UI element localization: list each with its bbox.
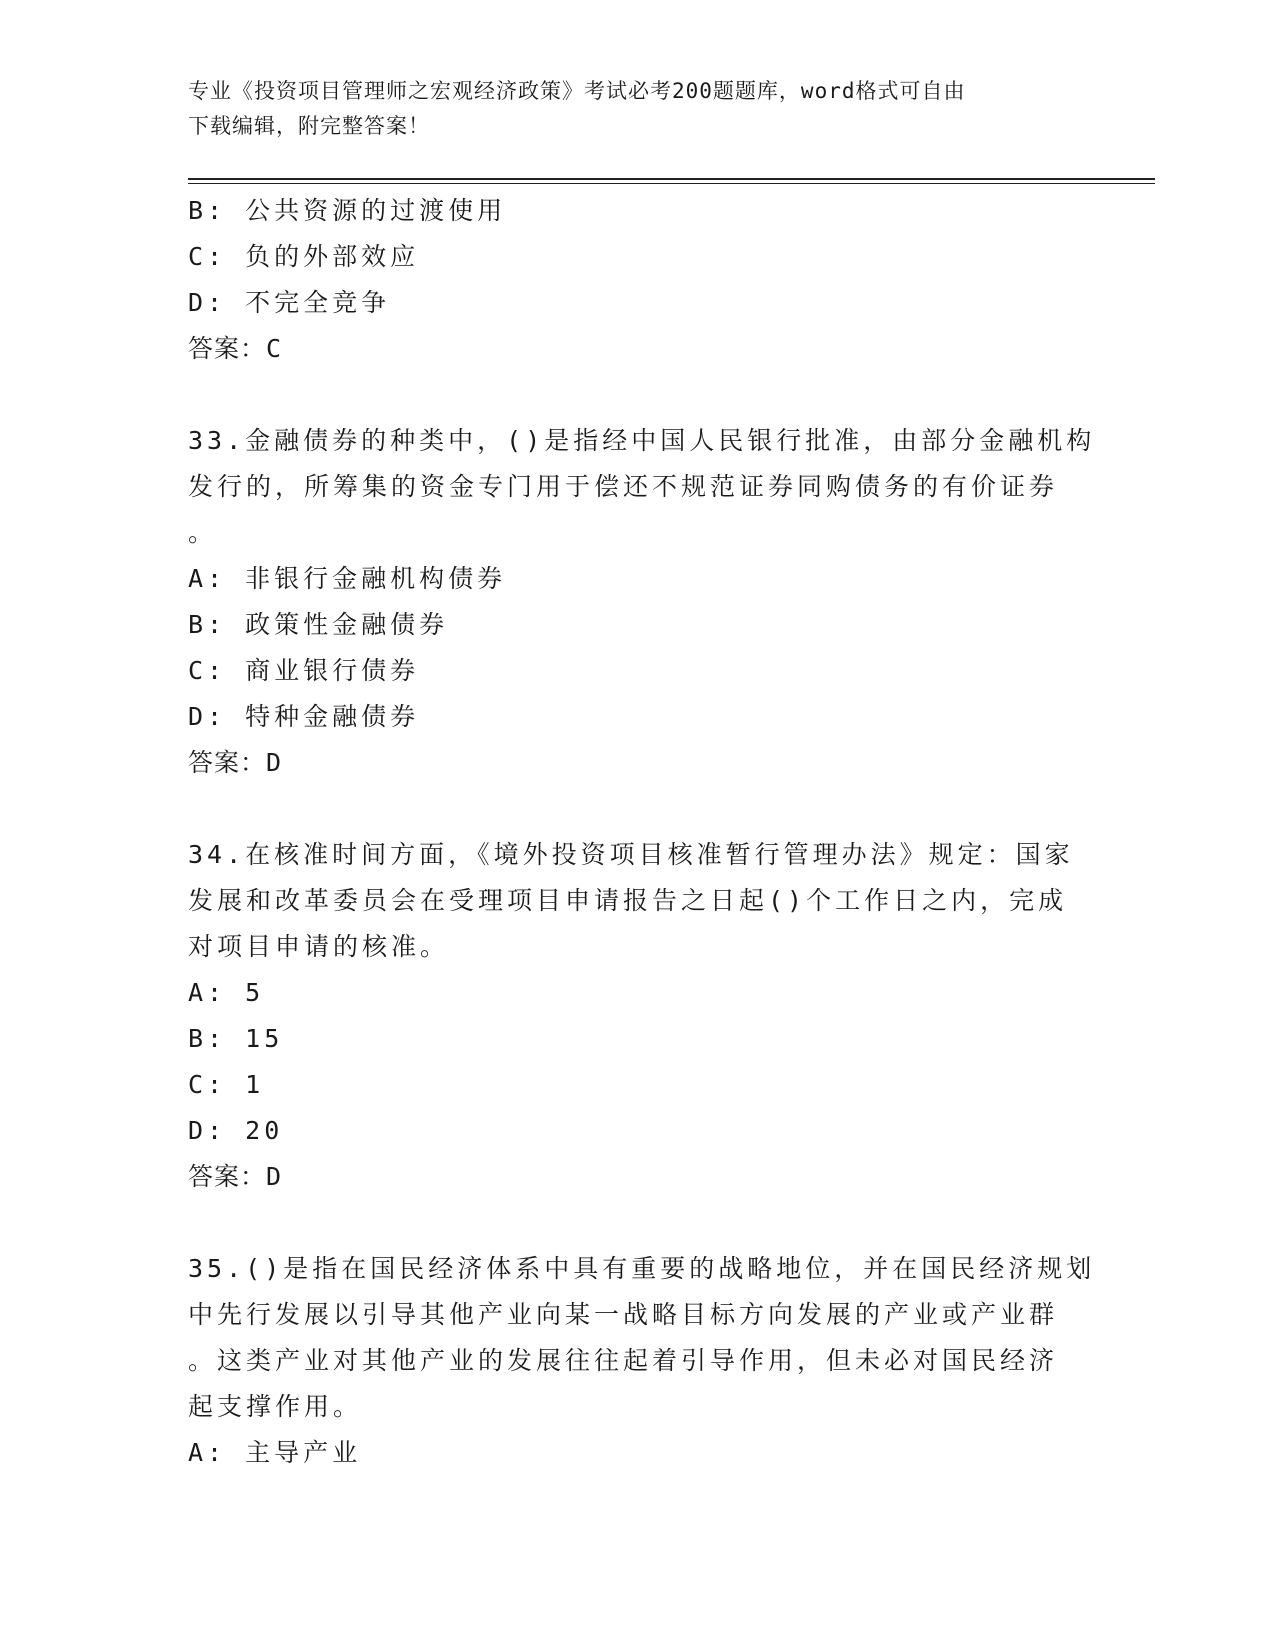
question-stem-line: 35.()是指在国民经济体系中具有重要的战略地位，并在国民经济规划 — [188, 1254, 1096, 1283]
question-stem-line: 中先行发展以引导其他产业向某一战略目标方向发展的产业或产业群 — [188, 1300, 1059, 1329]
question-stem-line: 发行的，所筹集的资金专门用于偿还不规范证券同购债务的有价证券 — [188, 472, 1059, 501]
option-b: B: 政策性金融债券 — [188, 610, 449, 639]
option-b: B: 公共资源的过渡使用 — [188, 196, 507, 225]
header-line-1: 专业《投资项目管理师之宏观经济政策》考试必考200题题库，word格式可自由 — [188, 79, 966, 103]
question-stem-line: 。这类产业对其他产业的发展往往起着引导作用，但未必对国民经济 — [188, 1346, 1059, 1375]
header-divider — [188, 178, 1155, 180]
option-c: C: 商业银行债券 — [188, 656, 420, 685]
header-divider-thin — [188, 183, 1155, 184]
option-c: C: 负的外部效应 — [188, 242, 420, 271]
answer-label: 答案：D — [188, 1162, 283, 1191]
question-stem-line: 34.在核准时间方面，《境外投资项目核准暂行管理办法》规定：国家 — [188, 840, 1074, 869]
document-header — [188, 74, 1088, 144]
option-b: B: 15 — [188, 1024, 284, 1053]
option-a: A: 主导产业 — [188, 1438, 362, 1467]
question-stem-line: 对项目申请的核准。 — [188, 932, 450, 961]
option-c: C: 1 — [188, 1070, 265, 1099]
answer-label: 答案：D — [188, 748, 283, 777]
option-a: A: 非银行金融机构债券 — [188, 564, 507, 593]
option-d: D: 特种金融债券 — [188, 702, 420, 731]
question-stem-line: 发展和改革委员会在受理项目申请报告之日起()个工作日之内，完成 — [188, 886, 1068, 915]
answer-label: 答案：C — [188, 334, 283, 363]
document-body — [188, 188, 1096, 1476]
option-d: D: 不完全竞争 — [188, 288, 391, 317]
question-35 — [188, 1246, 1096, 1476]
question-34 — [188, 832, 1088, 1200]
option-d: D: 20 — [188, 1116, 284, 1145]
question-stem-line: 。 — [188, 518, 218, 547]
question-stem-line: 33.金融债券的种类中，()是指经中国人民银行批准，由部分金融机构 — [188, 426, 1096, 455]
header-line-2: 下载编辑，附完整答案！ — [188, 114, 430, 138]
question-33 — [188, 418, 1096, 786]
question-stem-line: 起支撑作用。 — [188, 1392, 363, 1421]
option-a: A: 5 — [188, 978, 265, 1007]
question-32 — [188, 188, 1088, 372]
